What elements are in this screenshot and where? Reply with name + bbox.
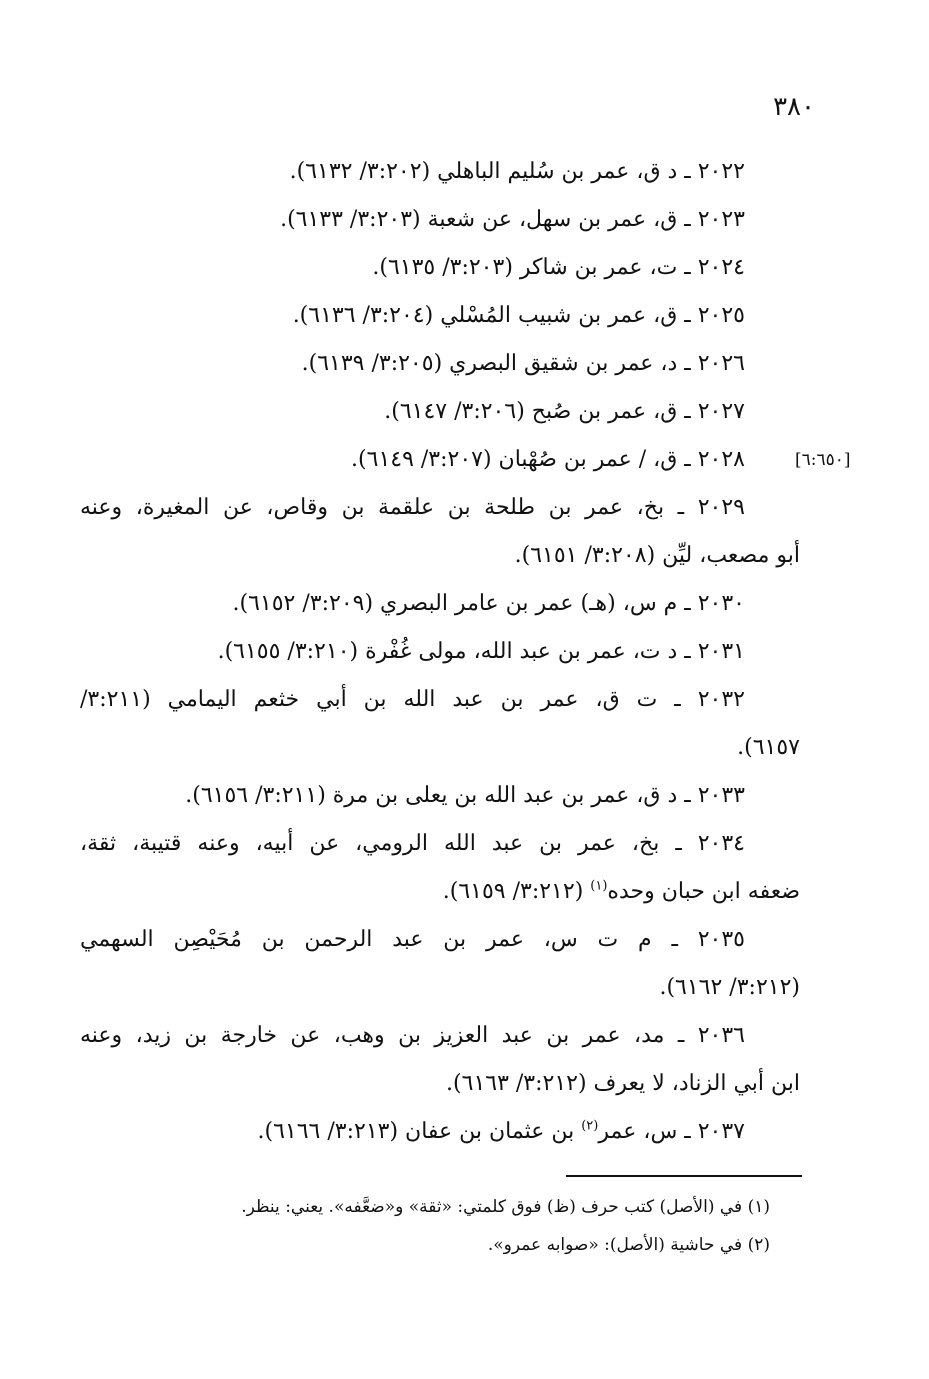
entry-line bbox=[80, 820, 800, 868]
entry-2036 bbox=[80, 1012, 800, 1108]
entry-line: ٢٠٢٥ ـ ق، عمر بن شبيب المُسْلي (٣:٢٠٤/ ٦١٣٦). bbox=[292, 303, 745, 328]
margin-marker: [٦:٦٥٠] bbox=[795, 450, 851, 470]
entry-2027 bbox=[384, 388, 745, 436]
entry-line: ٢٠٢٤ ـ ت، عمر بن شاكر (٣:٢٠٣/ ٦١٣٥). bbox=[372, 255, 745, 280]
entry-text: ٢٠٣٢ ـ ت ق، عمر بن عبد الله بن أبي خثعم اليمامي (٣:٢١١/ bbox=[80, 687, 745, 712]
footnote-ref-1[interactable]: (١) bbox=[590, 878, 608, 894]
entry-2035 bbox=[80, 916, 800, 1012]
entry-line bbox=[80, 1012, 800, 1060]
entry-text: ٢٠٢٩ ـ بخ، عمر بن طلحة بن علقمة بن وقاص، عن المغيرة، وعنه bbox=[80, 495, 745, 520]
entry-line: ٢٠٢٧ ـ ق، عمر بن صُبح (٣:٢٠٦/ ٦١٤٧). bbox=[384, 399, 745, 424]
entry-text: ٢٠٣٦ ـ مد، عمر بن عبد العزيز بن وهب، عن خارجة بن زيد، وعنه bbox=[80, 1023, 745, 1048]
entry-line bbox=[80, 676, 800, 724]
entry-text: بن عثمان بن عفان (٣:٢١٣/ ٦١٦٦). bbox=[257, 1119, 582, 1144]
entry-line bbox=[258, 1108, 745, 1156]
entry-2037 bbox=[258, 1108, 745, 1156]
entry-line bbox=[80, 868, 800, 916]
footnote-divider bbox=[566, 1175, 802, 1177]
entry-2022 bbox=[290, 148, 745, 196]
entry-line: (٣:٢١٢/ ٦١٦٢). bbox=[659, 975, 800, 1000]
footnote-1: (١) في (الأصل) كتب حرف (ظ) فوق كلمتي: «ثقة» و«ضعَّفه». يعني: ينظر. bbox=[241, 1197, 770, 1217]
entry-line bbox=[80, 916, 800, 964]
entry-text: ٢٠٣٤ ـ بخ، عمر بن عبد الله الرومي، عن أبيه، وعنه قتيبة، ثقة، bbox=[80, 831, 745, 856]
entry-2024 bbox=[372, 244, 745, 292]
entry-2034 bbox=[80, 820, 800, 916]
entry-2031 bbox=[218, 628, 745, 676]
entry-line: ٢٠٢٨ ـ ق، / عمر بن صُهْبان (٣:٢٠٧/ ٦١٤٩). bbox=[351, 447, 745, 472]
entry-2028 bbox=[351, 436, 745, 484]
entry-text: ضعفه ابن حبان وحده bbox=[607, 879, 800, 904]
entry-line: ٢٠٣١ ـ د ت، عمر بن عبد الله، مولى غُفْرة (٣:٢١٠/ ٦١٥٥). bbox=[217, 639, 745, 664]
entry-2030 bbox=[233, 580, 745, 628]
entry-2026 bbox=[302, 340, 745, 388]
entry-line: ٦١٥٧). bbox=[737, 735, 800, 760]
entry-2025 bbox=[293, 292, 745, 340]
entry-line bbox=[80, 484, 800, 532]
entry-line: ٢٠٢٢ ـ د ق، عمر بن سُليم الباهلي (٣:٢٠٢/ ٦١٣٢). bbox=[289, 159, 745, 184]
entry-2033 bbox=[185, 772, 745, 820]
entry-text: (٣:٢١٢/ ٦١٥٩). bbox=[442, 879, 591, 904]
entry-2029 bbox=[80, 484, 800, 580]
entry-2023 bbox=[280, 196, 745, 244]
entry-text: ٢٠٣٧ ـ س، عمر bbox=[598, 1119, 745, 1144]
entry-line: ٢٠٢٣ ـ ق، عمر بن سهل، عن شعبة (٣:٢٠٣/ ٦١٣٣). bbox=[280, 207, 745, 232]
entry-text: ٢٠٣٥ ـ م ت س، عمر بن عبد الرحمن بن مُحَيْصِن السهمي bbox=[80, 927, 745, 952]
entry-2032 bbox=[80, 676, 800, 772]
entry-line: ٢٠٣٠ ـ م س، (هـ) عمر بن عامر البصري (٣:٢٠٩/ ٦١٥٢). bbox=[232, 591, 745, 616]
page-number: ٣٨٠ bbox=[773, 92, 815, 122]
entry-line: أبو مصعب، ليِّن (٣:٢٠٨/ ٦١٥١). bbox=[514, 543, 800, 568]
footnote-2: (٢) في حاشية (الأصل): «صوابه عمرو». bbox=[487, 1235, 770, 1255]
entry-line: ٢٠٢٦ ـ د، عمر بن شقيق البصري (٣:٢٠٥/ ٦١٣٩). bbox=[301, 351, 745, 376]
entry-line: ابن أبي الزناد، لا يعرف (٣:٢١٢/ ٦١٦٣). bbox=[446, 1071, 800, 1096]
entry-line: ٢٠٣٣ ـ د ق، عمر بن عبد الله بن يعلى بن مرة (٣:٢١١/ ٦١٥٦). bbox=[185, 783, 745, 808]
footnote-ref-2[interactable]: (٢) bbox=[581, 1118, 599, 1134]
